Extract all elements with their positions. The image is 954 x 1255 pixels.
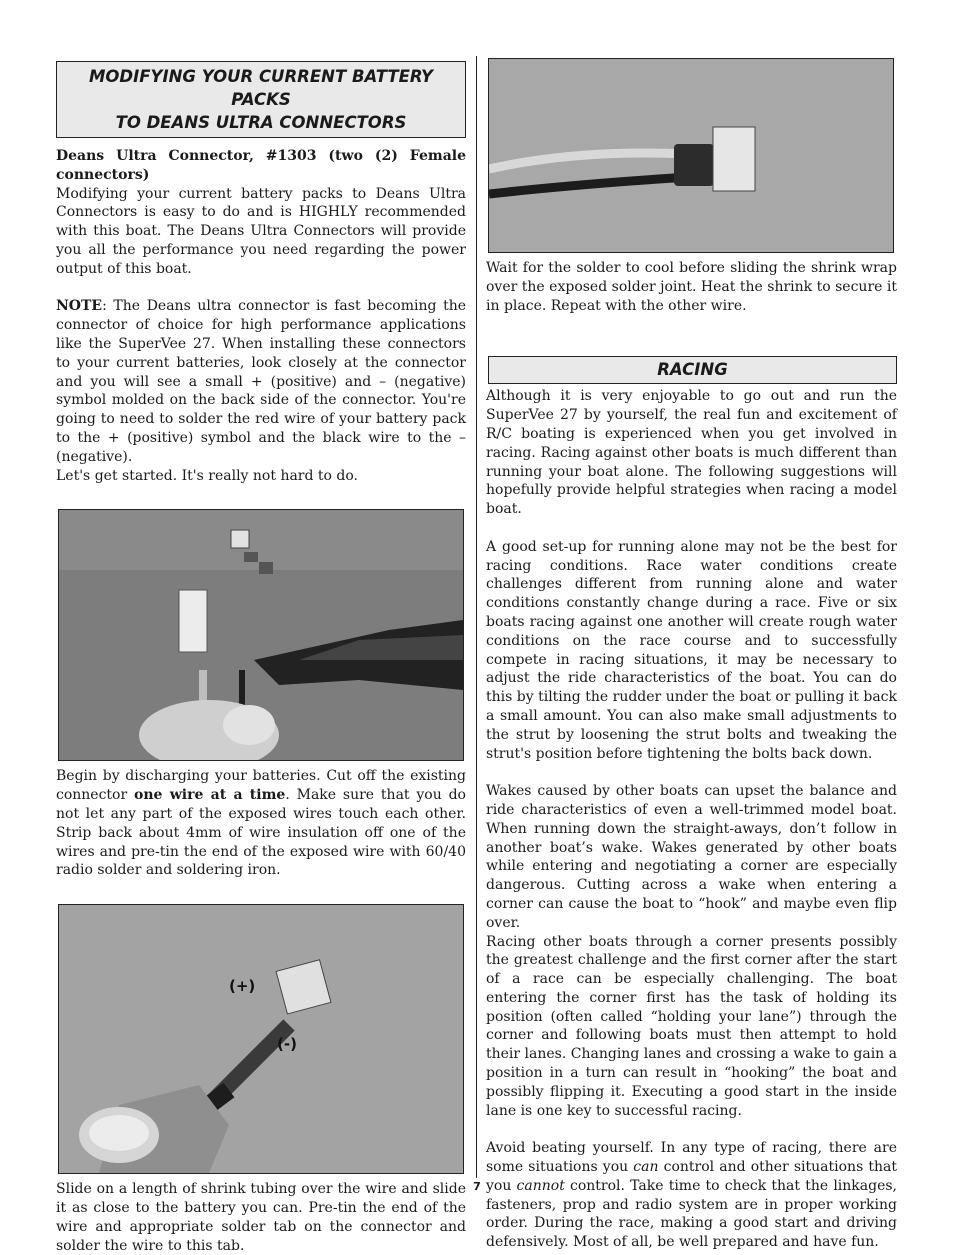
racing-p5-e: control. Take time to check that the linkages, fasteners, prop and radio system are in proper working order. During the race, making a good start and driving defensively. Most of all, be well prepared and have fun. (486, 1177, 898, 1251)
racing-paragraph-4: Racing other boats through a corner presents possibly the greatest challenge and the first corner after the start of a race can be especially challenging. The boat entering the corner first has the task of holding its position (often called “holding your lane”) through the corner and following boats must then attempt to hold their lanes. Changing lanes and crossing a wake to gain a position in a turn can result in “hooking” the boat and possibly flipping it. Executing a good start in the inside lane is one key to successful racing. (486, 933, 897, 1119)
positive-label: (+) (229, 977, 256, 996)
racing-p5-a: Avoid beating yourself. In any type of racing, there are some situations you (486, 1140, 897, 1176)
racing-p5-can: can (633, 1159, 659, 1176)
racing-p5-c: control and other situations that you (486, 1159, 897, 1194)
racing-paragraph-2: A good set-up for running alone may not be the best for racing conditions. Race water conditions create challenges different from running alone and water conditions constantly change during a race. Five or six boats racing against one another will create rough water conditions on the race course and to successfully compete in racing situations, it may be necessary to adjust the ride characteristics of the boat. You can do this by tilting the rudder under the boat or pulling it back a small amount. You can also make small adjustments to the strut by loosening the strut bolts and tweaking the strut's position before tightening the bolts back down. (486, 538, 897, 762)
left-column (56, 58, 466, 1255)
caption1-emphasis: one wire at a time (134, 787, 286, 804)
racing-p5-cannot: cannot (516, 1177, 565, 1194)
intro-heading: Deans Ultra Connector, #1303 (two (2) Female connectors) (56, 148, 466, 183)
right-column (486, 58, 897, 1252)
note-body: : The Deans ultra connector is fast becoming the connector of choice for high performance applications like the SuperVee 27. When installing these connectors to your current batteries, look closely at the connector and you will see a small + (positive) and – (negative) symbol molded on the back side of the connector. You're going to need to solder the red wire of your battery pack to the + (positive) symbol and the black wire to the – (negative). (56, 298, 466, 465)
racing-paragraph-1: Although it is very enjoyable to go out and run the SuperVee 27 by yourself, the real fun and excitement of R/C boating is experienced when you get involved in racing. Racing against other boats is much different than running your boat alone. The following suggestions will hopefully provide helpful strategies when racing a model boat. (486, 388, 897, 518)
intro-body: Modifying your current battery packs to Deans Ultra Connectors is easy to do and is HIGHLY recommended with this boat. The Deans Ultra Connectors will provide you all the performance you need regarding the power output of this boat. (56, 185, 466, 277)
negative-label: (-) (277, 1035, 297, 1054)
photo-soldering-connector (58, 904, 464, 1174)
start-line: Let's get started. It's really not hard to do. (56, 467, 359, 484)
section-title-line1: MODIFYING YOUR CURRENT BATTERY PACKS (88, 67, 434, 109)
section-title-box (56, 61, 466, 138)
note-label: NOTE (56, 298, 103, 315)
photo-shrink-wrap (488, 58, 894, 253)
racing-paragraph-3: Wakes caused by other boats can upset the balance and ride characteristics of even a well-trimmed model boat. When running down the straight-aways, don’t follow in another boat’s wake. Wakes generated by other boats while entering and negotiating a corner are especially dangerous. Cutting across a wake when entering a corner can cause the boat to “hook” and maybe even flip over. (486, 783, 897, 931)
caption1-start: Begin by discharging your batteries. Cut off the existing connector (56, 768, 466, 804)
caption2: Slide on a length of shrink tubing over the wire and slide it as close to the battery you can. Pre-tin the end of the wire and appropriate solder tab on the connector and solder the wire to this tab. (56, 1181, 466, 1254)
photo-cutting-wires (58, 509, 464, 761)
racing-title: RACING (657, 360, 728, 380)
racing-title-box (488, 356, 897, 384)
caption1-rest: . Make sure that you do not let any part of the exposed wires touch each other. Strip back about 4mm of wire insulation off one of the wires and pre-tin the end of the exposed wire with 60/40 radio solder and soldering iron. (56, 787, 466, 879)
column-divider (476, 56, 477, 1178)
page-number: 7 (473, 1180, 481, 1193)
section-title-line2: TO DEANS ULTRA CONNECTORS (115, 113, 407, 132)
caption3: Wait for the solder to cool before sliding the shrink wrap over the exposed solder joint. Heat the shrink to secure it in place. Repeat with the other wire. (486, 260, 897, 314)
